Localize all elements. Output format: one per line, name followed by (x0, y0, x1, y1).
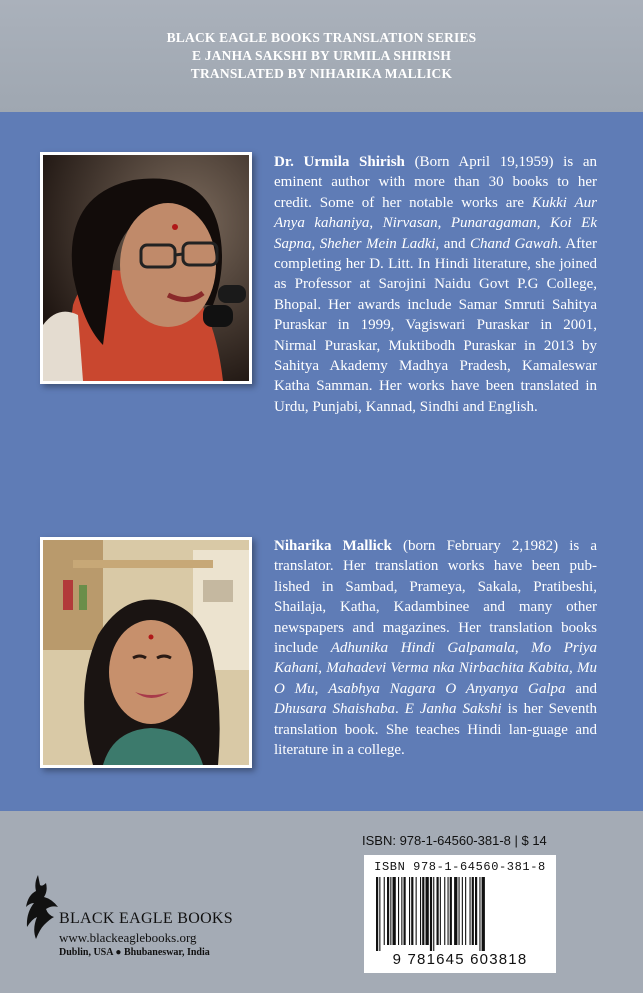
barcode-bar (411, 877, 413, 945)
barcode-bar (379, 877, 380, 951)
barcode-bar (387, 877, 389, 945)
barcode-bar (440, 877, 441, 945)
author-photo (40, 152, 252, 384)
barcode-bar (420, 877, 421, 945)
translator-credit: TRANSLATED BY NIHARIKA MALLICK (190, 66, 453, 81)
barcode-bar (470, 877, 471, 945)
barcode-bar (448, 877, 449, 945)
author-bio: Dr. Urmila Shirish (Born April 19,1959) is an eminent author with more than 30 books to her credit. Some of her notable works are Kukki Aur Anya kahaniya, Nirvasan, Punaragaman, Koi Ek Sapna, Sheher Mein Ladki, and Chand Gawah. After completing her D. Litt. In Hindi literature, she joined as Professor at Sarojini Naidu Govt P.G College, Bhopal. Her awards include Samar Smruti Sahitya Puraskar in 1999, Vagiswari Puraskar in 2001, Nirmal Puraskar, Muktibodh Puraskar in 2013 by Sahitya Akademy Madhya Pradesh, Kamaleswar Katha Samman. Her works have been translated in Urdu, Punjabi, Kannad, Sindhi and English. (274, 154, 598, 415)
series-title: BLACK EAGLE BOOKS TRANSLATION SERIES (166, 30, 477, 45)
eagle-icon (24, 873, 60, 941)
back-cover-footer (0, 811, 643, 993)
publisher-logo (24, 873, 254, 973)
translator-photo (40, 537, 252, 768)
author-name: Dr. Urmila Shirish (274, 154, 405, 170)
barcode-bar (444, 877, 445, 945)
barcode-bar (426, 877, 429, 945)
barcode-bar (472, 877, 474, 945)
barcode-bar (433, 877, 434, 951)
series-header (0, 0, 643, 112)
barcode-bar (384, 877, 385, 945)
barcode-bar (454, 877, 457, 945)
barcode-bar (430, 877, 432, 951)
barcode-bar (465, 877, 466, 945)
publisher-locations: Dublin, USA ● Bhubaneswar, India (59, 947, 210, 958)
barcode-bar (376, 877, 378, 951)
barcode-bar (450, 877, 452, 945)
barcode-bar (416, 877, 417, 945)
barcode-bar (409, 877, 410, 945)
barcode-bar (422, 877, 424, 945)
barcode-bar (398, 877, 399, 945)
book-title-author: E JANHA SAKSHI BY URMILA SHIRISH (191, 48, 452, 63)
barcode-bar (479, 877, 480, 951)
isbn-barcode (364, 855, 556, 973)
barcode-bar (404, 877, 406, 945)
translator-name: Niharika Mallick (274, 538, 392, 554)
barcode-digits: 9 781645 603818 (392, 951, 528, 968)
barcode-isbn-text: ISBN 978-1-64560-381-8 (374, 860, 546, 874)
barcode-bar (482, 877, 485, 951)
publisher-url: www.blackeaglebooks.org (59, 930, 197, 945)
barcode-bar (437, 877, 439, 945)
bio-panel (0, 112, 643, 811)
barcode-bar (475, 877, 477, 945)
publisher-name: BLACK EAGLE BOOKS (59, 910, 233, 927)
barcode-bar (401, 877, 402, 945)
isbn-price-label: ISBN: 978-1-64560-381-8 | $ 14 (362, 833, 547, 848)
barcode-bar (393, 877, 396, 945)
barcode-bars (370, 877, 550, 951)
translator-bio: Niharika Mallick (born February 2,1982) is a translator. Her translation works have been pub-lished in Sambad, Prameya, Sakala, Pratibeshi, Shailaja, Katha, Kadambinee and many other newspapers and magazines. Her translation books include Adhunika Hindi Galpamala, Mo Priya Kahani, Mahadevi Verma nka Nirbachita Kabita, Mu O Mu, Asabhya Nagara O Anyanya Galpa and Dhusara Shaishaba. E Janha Sakshi is her Seventh translation book. She teaches Hindi lan-guage and literature in a college. (274, 538, 598, 759)
barcode-bar (462, 877, 463, 945)
barcode-bar (390, 877, 391, 945)
barcode-bar (459, 877, 460, 945)
